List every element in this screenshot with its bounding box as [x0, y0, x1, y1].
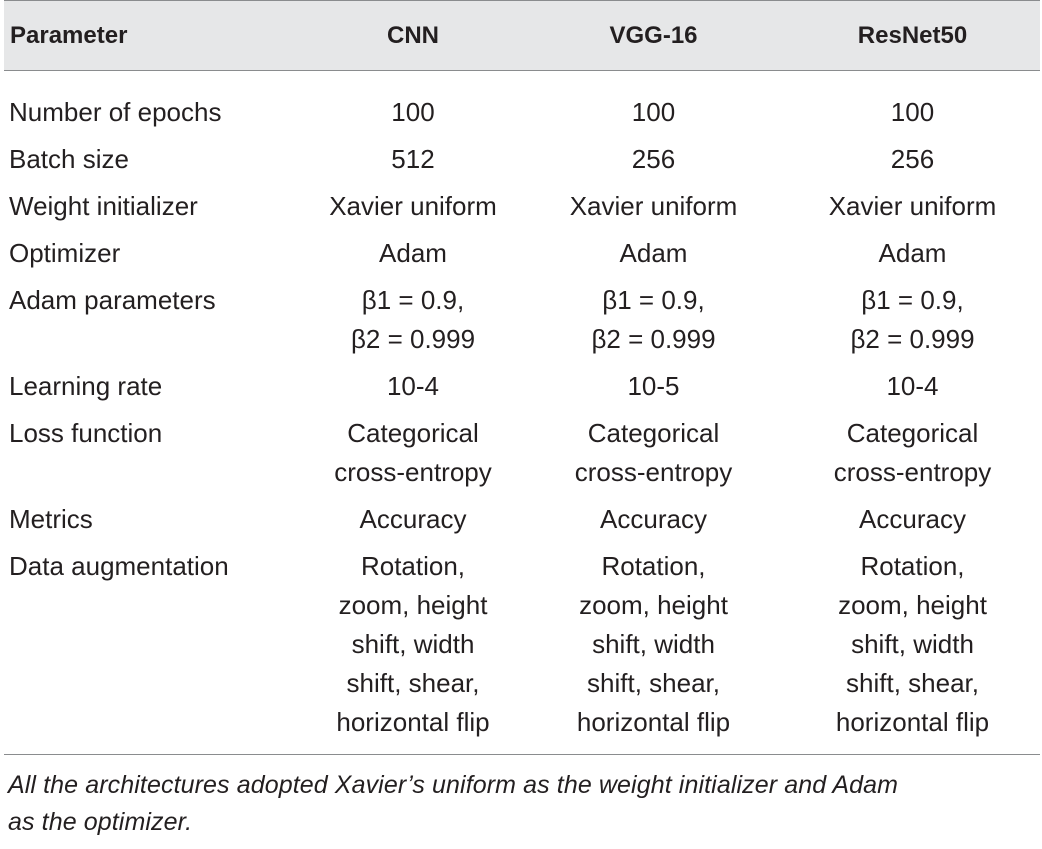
- cell-text-line: shift, shear,: [846, 668, 979, 698]
- footnote-line-2: as the optimizer.: [8, 808, 193, 836]
- header-cnn: CNN: [387, 21, 439, 49]
- cell-text-line: β1 = 0.9,: [861, 285, 964, 315]
- cell-text-line: zoom, height: [338, 590, 488, 620]
- header-row: [4, 1, 1040, 71]
- cell-vgg16: [522, 410, 785, 496]
- table-body: [4, 71, 1040, 755]
- table-row: [4, 71, 1040, 137]
- row-label: Number of epochs: [9, 97, 222, 127]
- cell-text-line: 100: [391, 97, 435, 127]
- table-row: [4, 277, 1040, 363]
- cell-vgg16: [522, 543, 785, 755]
- cell-text-line: Xavier uniform: [569, 191, 738, 221]
- row-label: Metrics: [9, 504, 93, 534]
- table-row: [4, 230, 1040, 277]
- cell-resnet50: [785, 363, 1040, 410]
- cell-text-line: 512: [391, 144, 435, 174]
- cell-vgg16: [522, 230, 785, 277]
- cell-cnn: [304, 363, 522, 410]
- table-row: [4, 543, 1040, 755]
- cell-text-line: Categorical: [846, 418, 979, 448]
- cell-text-line: Rotation,: [860, 551, 965, 581]
- cell-resnet50: [785, 183, 1040, 230]
- cell-text-line: Adam: [878, 238, 947, 268]
- parameters-table: [4, 0, 1040, 755]
- cell-text-line: Xavier uniform: [329, 191, 497, 221]
- cell-cnn: [304, 277, 522, 363]
- cell-vgg16: [522, 277, 785, 363]
- cell-text-line: zoom, height: [579, 590, 728, 620]
- table-row: [4, 410, 1040, 496]
- row-label: Adam parameters: [9, 285, 216, 315]
- cell-text-line: β1 = 0.9,: [602, 285, 705, 315]
- table-header: [4, 1, 1040, 71]
- header-vgg16: VGG-16: [609, 21, 698, 49]
- cell-cnn: [304, 496, 522, 543]
- cell-text-line: Accuracy: [600, 504, 707, 534]
- cell-vgg16: [522, 496, 785, 543]
- cell-resnet50: [785, 496, 1040, 543]
- cell-resnet50: [785, 71, 1040, 137]
- cell-text-line: shift, shear,: [346, 668, 480, 698]
- cell-cnn: [304, 183, 522, 230]
- cell-text-line: Accuracy: [859, 504, 966, 534]
- cell-text-line: 10-4: [386, 371, 440, 401]
- cell-vgg16: [522, 363, 785, 410]
- cell-text-line: horizontal flip: [576, 707, 731, 737]
- row-label: Weight initializer: [9, 191, 198, 221]
- cell-resnet50: [785, 277, 1040, 363]
- row-label: Optimizer: [9, 238, 121, 268]
- cell-cnn: [304, 543, 522, 755]
- cell-resnet50: [785, 230, 1040, 277]
- cell-text-line: β2 = 0.999: [350, 324, 476, 354]
- cell-text-line: Adam: [379, 238, 447, 268]
- cell-text-line: horizontal flip: [835, 707, 990, 737]
- cell-resnet50: [785, 410, 1040, 496]
- cell-vgg16: [522, 136, 785, 183]
- row-label: Data augmentation: [9, 551, 229, 581]
- table-row: [4, 136, 1040, 183]
- cell-text-line: shift, width: [592, 629, 715, 659]
- cell-text-line: shift, width: [351, 629, 475, 659]
- cell-text-line: Accuracy: [359, 504, 467, 534]
- cell-text-line: cross-entropy: [574, 457, 733, 487]
- cell-text-line: 100: [890, 97, 935, 127]
- cell-vgg16: [522, 183, 785, 230]
- cell-cnn: [304, 71, 522, 137]
- cell-vgg16: [522, 71, 785, 137]
- cell-text-line: shift, width: [851, 629, 974, 659]
- cell-resnet50: [785, 136, 1040, 183]
- cell-text-line: Rotation,: [360, 551, 466, 581]
- cell-text-line: β2 = 0.999: [850, 324, 975, 354]
- table-row: [4, 183, 1040, 230]
- cell-text-line: Xavier uniform: [828, 191, 997, 221]
- cell-cnn: [304, 410, 522, 496]
- table-row: [4, 363, 1040, 410]
- footnote-line-1: All the architectures adopted Xavier’s uniform as the weight initializer and Adam: [8, 771, 899, 799]
- cell-text-line: zoom, height: [838, 590, 987, 620]
- cell-text-line: 10-5: [627, 371, 680, 401]
- cell-cnn: [304, 136, 522, 183]
- cell-text-line: β2 = 0.999: [591, 324, 716, 354]
- row-label: Learning rate: [9, 371, 163, 401]
- cell-text-line: Categorical: [587, 418, 720, 448]
- cell-text-line: 10-4: [886, 371, 939, 401]
- cell-cnn: [304, 230, 522, 277]
- cell-text-line: 256: [890, 144, 935, 174]
- cell-text-line: cross-entropy: [833, 457, 992, 487]
- document: [4, 0, 1040, 841]
- row-label: Batch size: [9, 144, 129, 174]
- cell-text-line: β1 = 0.9,: [361, 285, 465, 315]
- cell-text-line: cross-entropy: [334, 457, 492, 487]
- cell-text-line: horizontal flip: [336, 707, 490, 737]
- header-parameter: Parameter: [10, 21, 128, 49]
- cell-text-line: 100: [631, 97, 676, 127]
- cell-resnet50: [785, 543, 1040, 755]
- table-footnote: [4, 755, 1040, 841]
- table-row: [4, 496, 1040, 543]
- cell-text-line: Categorical: [347, 418, 479, 448]
- cell-text-line: Adam: [619, 238, 688, 268]
- header-resnet50: ResNet50: [857, 21, 968, 49]
- cell-text-line: Rotation,: [601, 551, 706, 581]
- cell-text-line: shift, shear,: [587, 668, 720, 698]
- row-label: Loss function: [9, 418, 163, 448]
- cell-text-line: 256: [631, 144, 676, 174]
